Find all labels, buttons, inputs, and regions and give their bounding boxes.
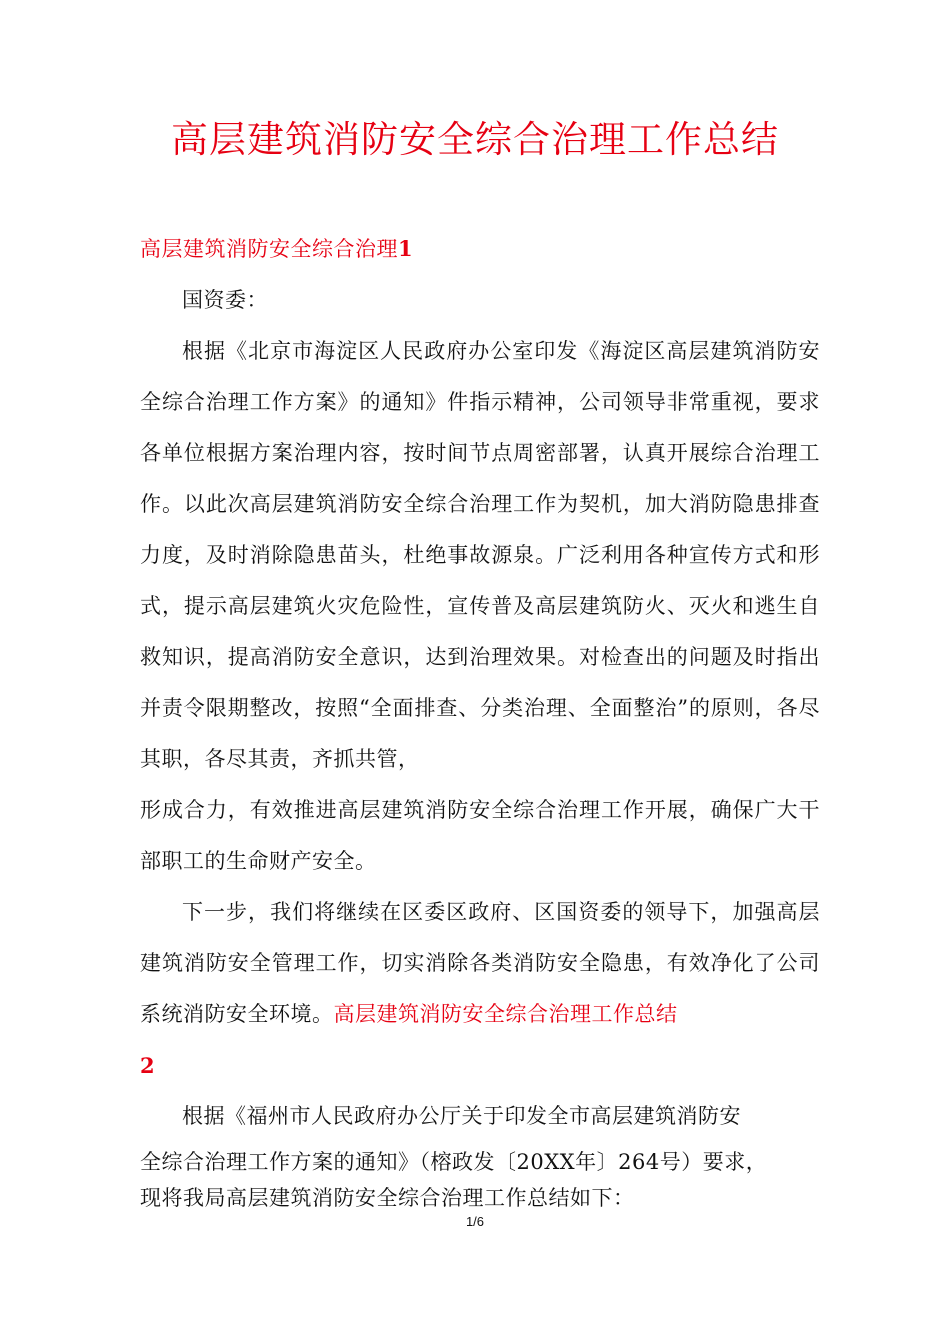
section-heading-1-number: 1 <box>398 236 414 261</box>
paragraph-3-line-3: 现将我局高层建筑消防安全综合治理工作总结如下： <box>140 1186 635 1210</box>
page-number: 1/6 <box>465 1214 485 1229</box>
paragraph-1-continued: 形成合力，有效推进高层建筑消防安全综合治理工作开展，确保广大干部职工的生命财产安全。 <box>140 798 820 873</box>
paragraph-1: 根据《北京市海淀区人民政府办公室印发《海淀区高层建筑消防安全综合治理工作方案》的通知》件指示精神，公司领导非常重视，要求各单位根据方案治理内容，按时间节点周密部署，认真开展综合治理工作。以此次高层建筑消防安全综合治理工作为契机，加大消防隐患排查力度，及时消除隐患苗头，杜绝事故源泉。广泛利用各种宣传方式和形式，提示高层建筑火灾危险性，宣传普及高层建筑防火、灭火和逃生自救知识，提高消防安全意识，达到治理效果。对检查出的问题及时指出并责令限期整改，按照“全面排查、分类治理、全面整治”的原则，各尽其职，各尽其责，齐抓共管， <box>140 339 820 771</box>
paragraph-2 <box>140 887 820 1040</box>
section-heading-2: 高层建筑消防安全综合治理工作总结 <box>333 1002 678 1026</box>
section-heading-2-number: 2 <box>140 1053 156 1078</box>
salutation: 国资委： <box>182 288 268 312</box>
section-heading-1 <box>140 223 820 275</box>
paragraph-3-line-2: 全综合治理工作方案的通知》（榕政发〔20XX年〕264号）要求， <box>140 1150 768 1174</box>
document-title: 高层建筑消防安全综合治理工作总结 <box>171 118 779 161</box>
paragraph-2-text: 下一步，我们将继续在区委区政府、区国资委的领导下，加强高层建筑消防安全管理工作，切实消除各类消防安全隐患，有效净化了公司系统消防安全环境。 <box>140 900 820 1026</box>
paragraph-3-line-1: 根据《福州市人民政府办公厅关于印发全市高层建筑消防安 <box>182 1104 741 1128</box>
section-heading-1-text: 高层建筑消防安全综合治理 <box>140 237 398 261</box>
document-body <box>140 223 820 1214</box>
